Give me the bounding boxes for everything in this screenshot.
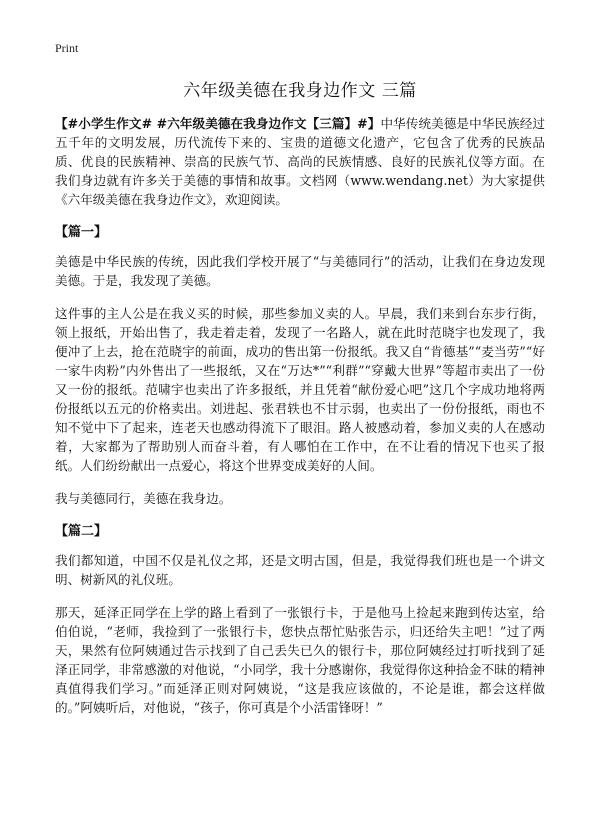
section-heading-1: 【篇一】 (55, 225, 108, 240)
section-1-paragraph-2: 这件事的主人公是在我义买的时候，那些参加义卖的人。早晨，我们来到台东步行街，领上报纸，开始出售了，我走着走着，发现了一名路人，就在此时范晓宇也发现了，我便冲了上去，抢在范晓宇的前面，成功的售出第一份报纸。我又自“肯德基”“麦当劳”“好一家牛肉粉”内外售出了一些报纸，又在“万达*”“利群”“穿戴大世界”等超市卖出了一份又一份的报纸。范啸宇也卖出了许多报纸，并且凭着“献份爱心吧”这几个字成功地将两份报纸以五元的价格卖出。刘进起、张君轶也不甘示弱，也卖出了一份份报纸，雨也不知不觉中下了起来，连老天也感动得流下了眼泪。路人被感动着，参加义卖的人在感动着，大家都为了帮助别人而奋斗着，有人哪怕在工作中，在不让看的情况下也买了报纸。人们纷纷献出一点爱心，将这个世界变成美好的人间。 (55, 306, 545, 473)
document-page (55, 40, 545, 731)
section-1-paragraph-1: 美德是中华民族的传统，因此我们学校开展了“与美德同行”的活动，让我们在身边发现美德。于是，我发现了美德。 (55, 254, 545, 288)
article-title: 六年级美德在我身边作文 三篇 (183, 81, 417, 101)
print-link[interactable]: Print (55, 41, 79, 55)
intro-paragraph (55, 114, 545, 209)
section-heading-2: 【篇二】 (55, 524, 108, 539)
intro-text: 中华传统美德是中华民族经过五千年的文明发展，历代流传下来的、宝贵的道德文化遗产，它包含了优秀的民族品质、优良的民族精神、崇高的民族气节、高尚的民族情感、良好的民族礼仪等方面。在我们身边就有许多关于美德的事情和故事。文档网（www.wendang.net）为大家提供《六年级美德在我身边作文》，欢迎阅读。 (55, 116, 546, 207)
section-2-paragraph-1: 我们都知道，中国不仅是礼仪之邦，还是文明古国，但是，我觉得我们班也是一个讲文明、树新风的礼仪班。 (55, 553, 545, 587)
section-1-paragraph-3: 我与美德同行，美德在我身边。 (55, 491, 232, 506)
section-2-paragraph-2: 那天，延泽正同学在上学的路上看到了一张银行卡，于是他马上捡起来跑到传达室，给伯伯说，“老师，我捡到了一张银行卡，您快点帮忙贴张告示，归还给失主吧！”过了两天，果然有位阿姨通过告示找到了自己丢失已久的银行卡，那位阿姨经过打听找到了延泽正同学，非常感激的对他说，“小同学，我十分感谢你，我觉得你这种拾金不昧的精神真值得我们学习。”而延泽正则对阿姨说，“这是我应该做的，不论是谁，都会这样做的。”阿姨听后，对他说，“孩子，你可真是个小活雷锋呀！” (55, 605, 545, 715)
intro-tag: 【#小学生作文# #六年级美德在我身边作文【三篇】#】 (55, 116, 381, 131)
